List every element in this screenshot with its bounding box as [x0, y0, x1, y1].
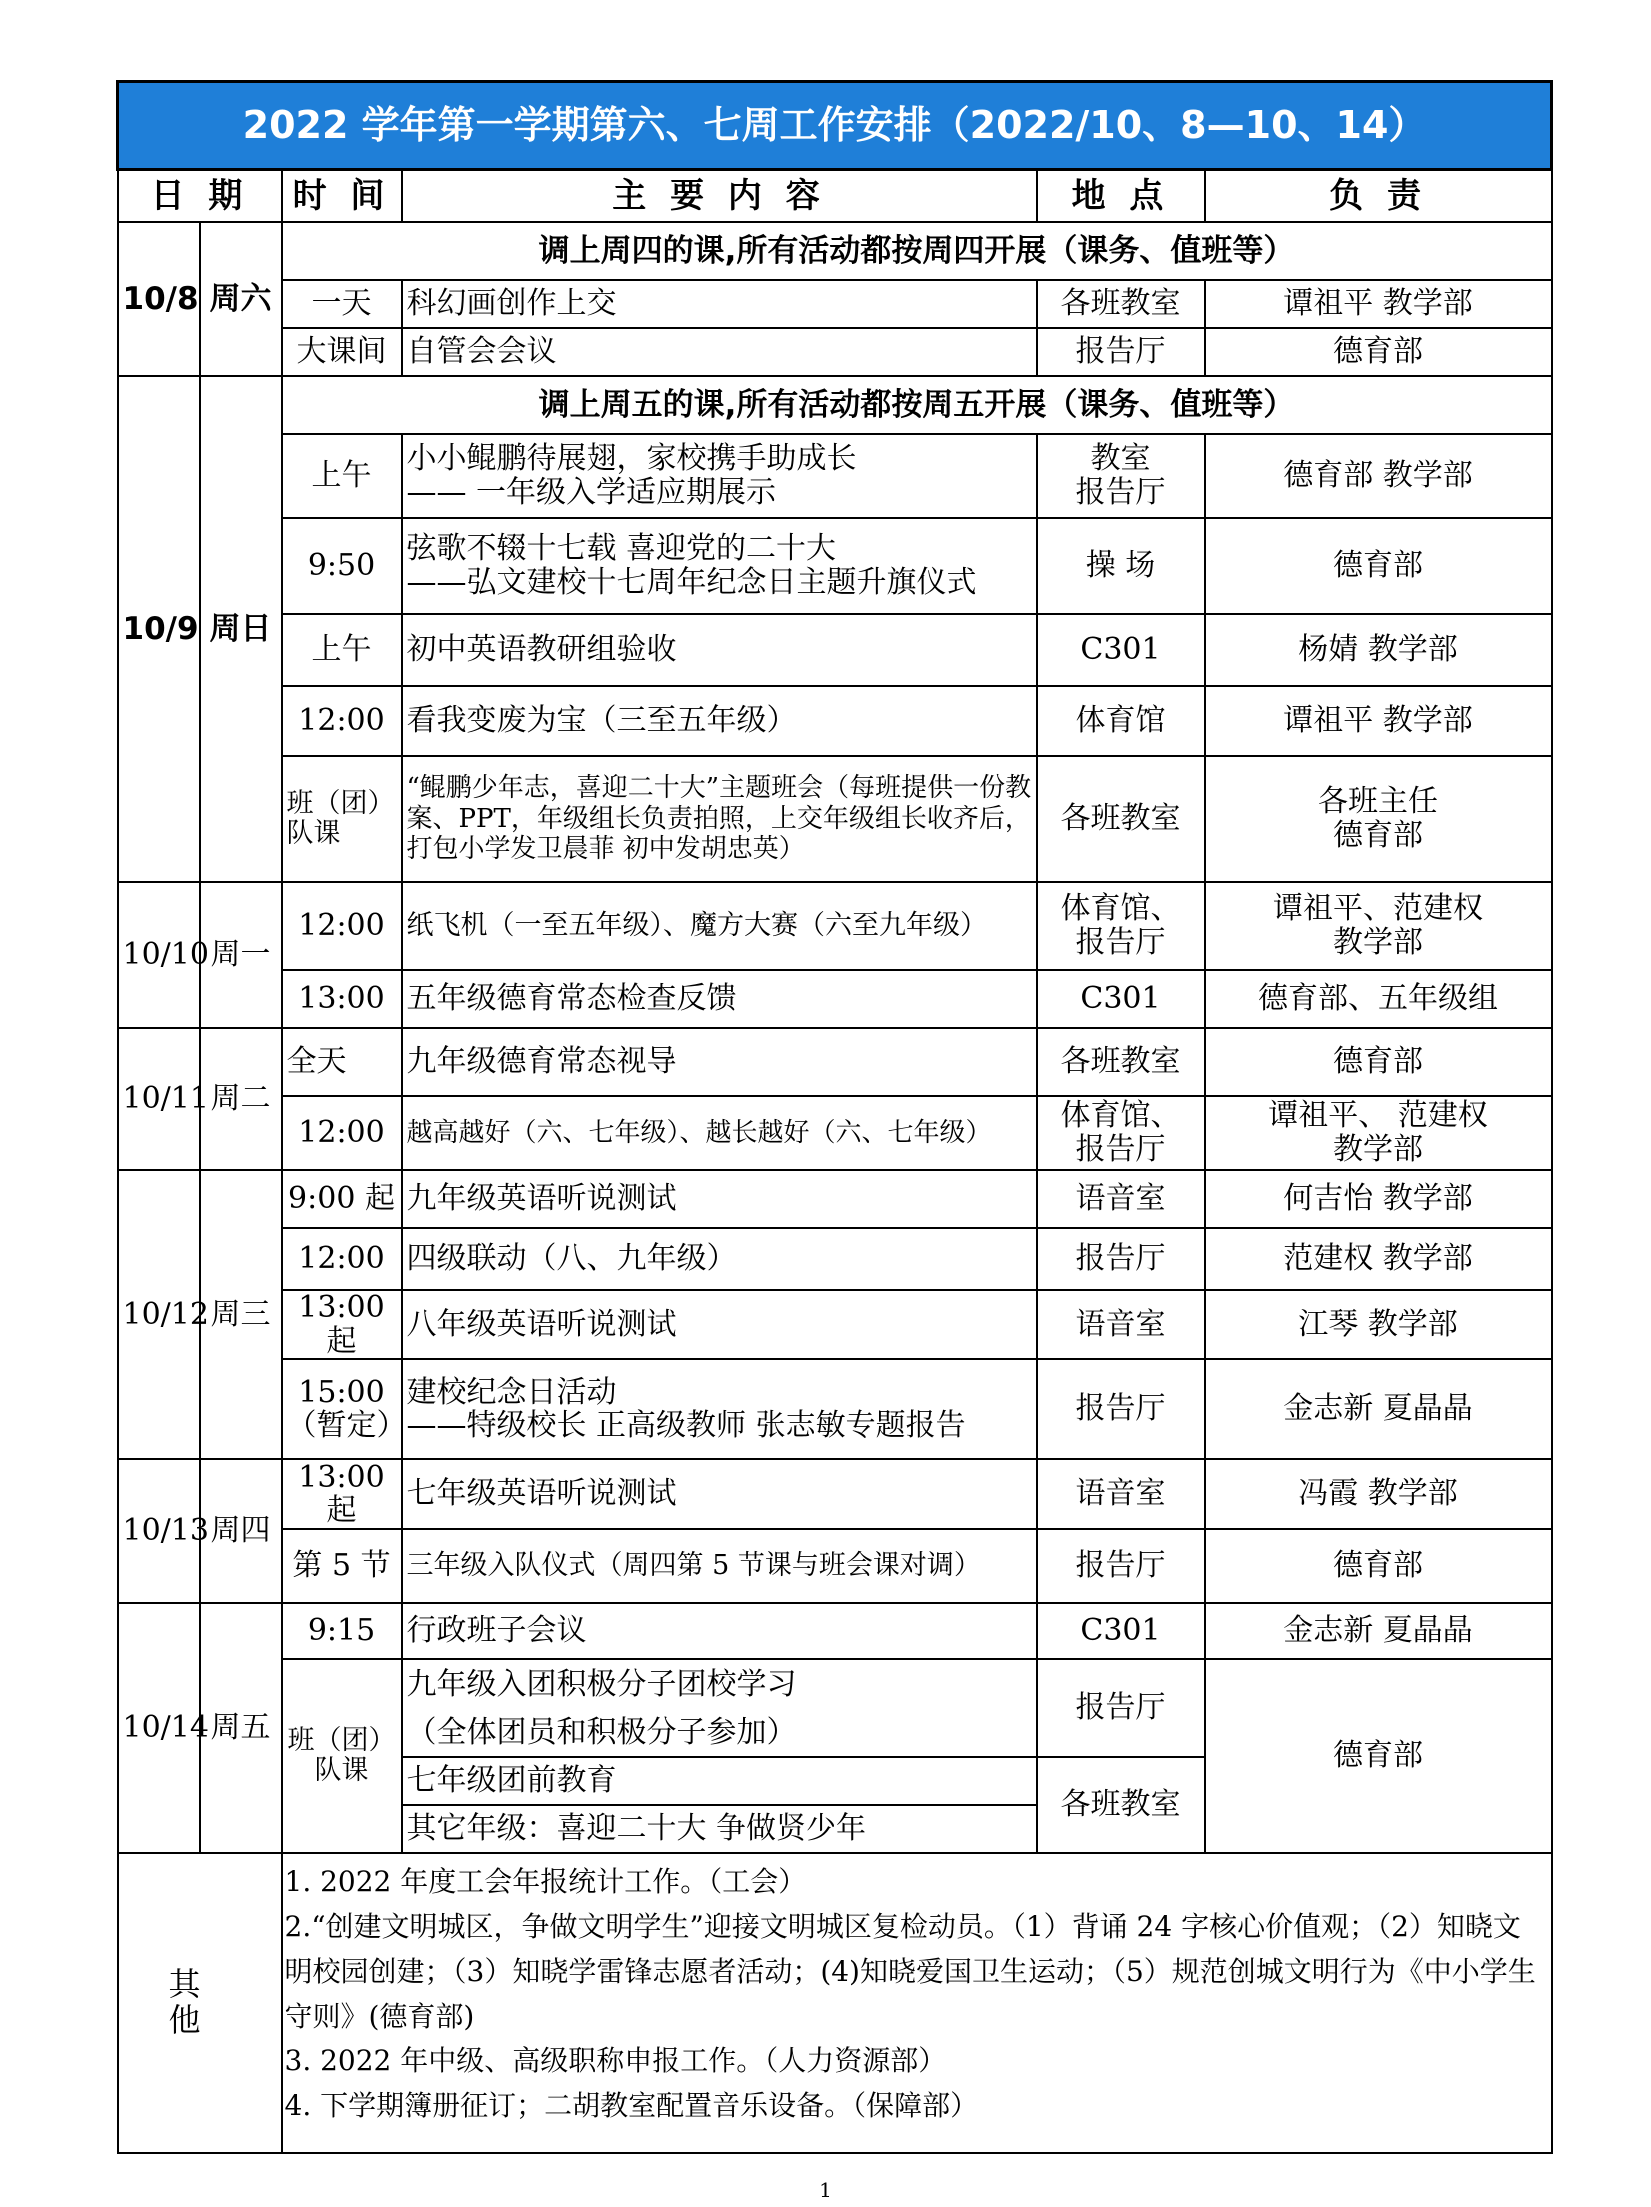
table-row [118, 1290, 1552, 1359]
weekday-cell: 周四 [200, 1459, 282, 1603]
table-row [118, 280, 1552, 328]
day-note-row [118, 222, 1552, 280]
owner-line: 教学部 [1333, 1132, 1424, 1167]
table-row [118, 518, 1552, 614]
others-item: 3. 2022 年中级、高级职称申报工作。（人力资源部） [284, 2044, 947, 2078]
table-row [118, 434, 1552, 518]
place-cell [1037, 882, 1205, 970]
time-cell: 12:00 [282, 882, 402, 970]
place-cell: C301 [1037, 970, 1205, 1028]
header-content: 主 要 内 容 [402, 170, 1037, 223]
place-cell: 报告厅 [1037, 1659, 1205, 1757]
owner-line: 谭祖平、 范建权 [1268, 1098, 1488, 1134]
place-cell: 报告厅 [1037, 328, 1205, 376]
others-row [118, 1853, 1552, 2153]
content-cell: 行政班子会议 [402, 1603, 1037, 1659]
header-place: 地 点 [1037, 170, 1205, 223]
place-cell: 各班教室 [1037, 756, 1205, 882]
day-note: 调上周五的课,所有活动都按周五开展（课务、值班等） [282, 376, 1552, 434]
place-line: 报告厅 [1075, 925, 1166, 960]
place-line: 教室 [1090, 441, 1151, 477]
day-note-row [118, 376, 1552, 434]
header-date: 日 期 [118, 170, 282, 223]
others-item: 4. 下学期簿册征订；二胡教室配置音乐设备。（保障部） [284, 2089, 979, 2123]
table-row [118, 328, 1552, 376]
place-cell [1037, 434, 1205, 518]
owner-cell: 金志新 夏晶晶 [1205, 1603, 1552, 1659]
owner-cell: 德育部、五年级组 [1205, 970, 1552, 1028]
content-line: —— 一年级入学适应期展示 [406, 475, 777, 510]
content-cell: 四级联动（八、九年级） [402, 1228, 1037, 1290]
content-cell: 初中英语教研组验收 [402, 614, 1037, 686]
place-line: 体育馆、 [1060, 1098, 1181, 1134]
owner-cell: 范建权 教学部 [1205, 1228, 1552, 1290]
table-row [118, 1170, 1552, 1228]
content-cell: 九年级入团积极分子团校学习 [402, 1659, 1037, 1709]
others-content [282, 1853, 1552, 2153]
place-line: 报告厅 [1075, 1132, 1166, 1167]
owner-cell: 德育部 [1205, 1529, 1552, 1603]
date-cell: 10/14 [118, 1603, 200, 1853]
weekday-cell: 周一 [200, 882, 282, 1028]
owner-cell: 江琴 教学部 [1205, 1290, 1552, 1359]
content-cell [402, 518, 1037, 614]
others-item: 1. 2022 年度工会年报统计工作。（工会） [284, 1865, 807, 1899]
table-row [118, 1529, 1552, 1603]
owner-cell: 德育部 [1205, 1028, 1552, 1096]
content-cell [402, 434, 1037, 518]
time-cell: 15:00（暂定） [282, 1359, 402, 1459]
table-row [118, 686, 1552, 756]
time-cell: 13:00 起 [282, 1459, 402, 1529]
page-number: 1 [819, 2178, 832, 2202]
table-row [118, 1459, 1552, 1529]
owner-cell: 冯霞 教学部 [1205, 1459, 1552, 1529]
time-cell: 大课间 [282, 328, 402, 376]
date-cell: 10/11 [118, 1028, 200, 1170]
owner-cell: 谭祖平 教学部 [1205, 686, 1552, 756]
time-cell: 班（团）队课 [282, 1659, 402, 1853]
date-cell: 10/13 [118, 1459, 200, 1603]
date-cell: 10/9 [118, 376, 200, 882]
place-line: 体育馆、 [1060, 891, 1181, 927]
owner-cell [1205, 1096, 1552, 1170]
content-cell: 九年级英语听说测试 [402, 1170, 1037, 1228]
others-label: 其 他 [118, 1853, 282, 2153]
place-cell: C301 [1037, 614, 1205, 686]
content-cell [402, 1359, 1037, 1459]
place-line: 报告厅 [1075, 475, 1166, 510]
table-row [118, 1096, 1552, 1170]
owner-cell: 德育部 [1205, 328, 1552, 376]
header-owner: 负 责 [1205, 170, 1552, 223]
place-cell: 报告厅 [1037, 1529, 1205, 1603]
time-cell: 13:00 起 [282, 1290, 402, 1359]
owner-cell: 谭祖平 教学部 [1205, 280, 1552, 328]
table-row [118, 882, 1552, 970]
content-line: 弦歌不辍十七载 喜迎党的二十大 [406, 531, 837, 567]
table-row [118, 1659, 1552, 1709]
weekday-cell: 周三 [200, 1170, 282, 1459]
owner-cell [1205, 882, 1552, 970]
time-cell: 上午 [282, 434, 402, 518]
place-cell: C301 [1037, 1603, 1205, 1659]
content-line: 建校纪念日活动 [406, 1374, 617, 1410]
table-row [118, 1603, 1552, 1659]
time-cell: 12:00 [282, 1228, 402, 1290]
owner-cell: 金志新 夏晶晶 [1205, 1359, 1552, 1459]
content-cell: 自管会会议 [402, 328, 1037, 376]
owner-cell: 杨婧 教学部 [1205, 614, 1552, 686]
place-cell: 各班教室 [1037, 280, 1205, 328]
content-cell: 看我变废为宝（三至五年级） [402, 686, 1037, 756]
content-cell: 科幻画创作上交 [402, 280, 1037, 328]
owner-line: 德育部 [1333, 818, 1424, 853]
time-cell: 9:15 [282, 1603, 402, 1659]
weekday-cell: 周日 [200, 376, 282, 882]
time-cell: 12:00 [282, 1096, 402, 1170]
table-row [118, 1028, 1552, 1096]
others-item: 2.“创建文明城区，争做文明学生”迎接文明城区复检动员。（1）背诵 24 字核心价值观；（2）知晓文明校园创建；（3）知晓学雷锋志愿者活动；(4)知晓爱国卫生运动；（5）规范创城文明行为《中小学生守则》(德育部) [284, 1909, 1536, 2033]
header-time: 时 间 [282, 170, 402, 223]
header-row [118, 170, 1552, 223]
date-cell: 10/12 [118, 1170, 200, 1459]
content-cell: 七年级英语听说测试 [402, 1459, 1037, 1529]
owner-cell [1205, 756, 1552, 882]
content-cell: 三年级入队仪式（周四第 5 节课与班会课对调） [402, 1529, 1037, 1603]
time-cell: 12:00 [282, 686, 402, 756]
content-line: ——弘文建校十七周年纪念日主题升旗仪式 [406, 565, 977, 600]
owner-cell: 德育部 教学部 [1205, 434, 1552, 518]
content-cell: 纸飞机（一至五年级）、魔方大赛（六至九年级） [402, 882, 1037, 970]
time-cell: 上午 [282, 614, 402, 686]
day-note: 调上周四的课,所有活动都按周四开展（课务、值班等） [282, 222, 1552, 280]
place-cell: 各班教室 [1037, 1028, 1205, 1096]
date-cell: 10/8 [118, 222, 200, 376]
table-row [118, 756, 1552, 882]
time-cell: 9:50 [282, 518, 402, 614]
weekday-cell: 周六 [200, 222, 282, 376]
owner-line: 教学部 [1333, 925, 1424, 960]
table-row [118, 1228, 1552, 1290]
content-cell: 八年级英语听说测试 [402, 1290, 1037, 1359]
content-line: 小小鲲鹏待展翅，家校携手助成长 [406, 441, 857, 477]
place-cell: 报告厅 [1037, 1359, 1205, 1459]
time-cell: 第 5 节 [282, 1529, 402, 1603]
place-cell: 语音室 [1037, 1459, 1205, 1529]
place-cell: 各班教室 [1037, 1757, 1205, 1853]
content-cell: 五年级德育常态检查反馈 [402, 970, 1037, 1028]
weekday-cell: 周五 [200, 1603, 282, 1853]
content-cell: 九年级德育常态视导 [402, 1028, 1037, 1096]
place-cell: 语音室 [1037, 1290, 1205, 1359]
content-line: ——特级校长 正高级教师 张志敏专题报告 [406, 1408, 966, 1444]
content-cell: “鲲鹏少年志，喜迎二十大”主题班会（每班提供一份教案、PPT，年级组长负责拍照，上交年级组长收齐后，打包小学发卫晨菲 初中发胡忠英） [402, 756, 1037, 882]
date-cell: 10/10 [118, 882, 200, 1028]
schedule-sheet [116, 80, 1550, 2154]
time-cell: 13:00 [282, 970, 402, 1028]
content-cell: 其它年级：喜迎二十大 争做贤少年 [402, 1805, 1037, 1853]
page-title: 2022 学年第一学期第六、七周工作安排（2022/10、8—10、14） [118, 82, 1552, 170]
owner-line: 各班主任 [1318, 784, 1439, 820]
schedule-table [116, 80, 1553, 2154]
place-cell: 体育馆 [1037, 686, 1205, 756]
time-cell: 一天 [282, 280, 402, 328]
time-cell: 班（团）队课 [282, 756, 402, 882]
owner-line: 谭祖平、范建权 [1273, 891, 1484, 927]
place-cell: 报告厅 [1037, 1228, 1205, 1290]
place-cell: 语音室 [1037, 1170, 1205, 1228]
time-cell: 9:00 起 [282, 1170, 402, 1228]
place-cell: 操 场 [1037, 518, 1205, 614]
weekday-cell: 周二 [200, 1028, 282, 1170]
place-cell [1037, 1096, 1205, 1170]
owner-cell: 何吉怡 教学部 [1205, 1170, 1552, 1228]
owner-cell: 德育部 [1205, 518, 1552, 614]
content-cell: 七年级团前教育 [402, 1757, 1037, 1805]
table-row [118, 614, 1552, 686]
owner-cell: 德育部 [1205, 1659, 1552, 1853]
table-row [118, 970, 1552, 1028]
table-row [118, 1359, 1552, 1459]
content-cell: 越高越好（六、七年级）、越长越好（六、七年级） [402, 1096, 1037, 1170]
content-cell: （全体团员和积极分子参加） [402, 1709, 1037, 1757]
time-cell: 全天 [282, 1028, 402, 1096]
